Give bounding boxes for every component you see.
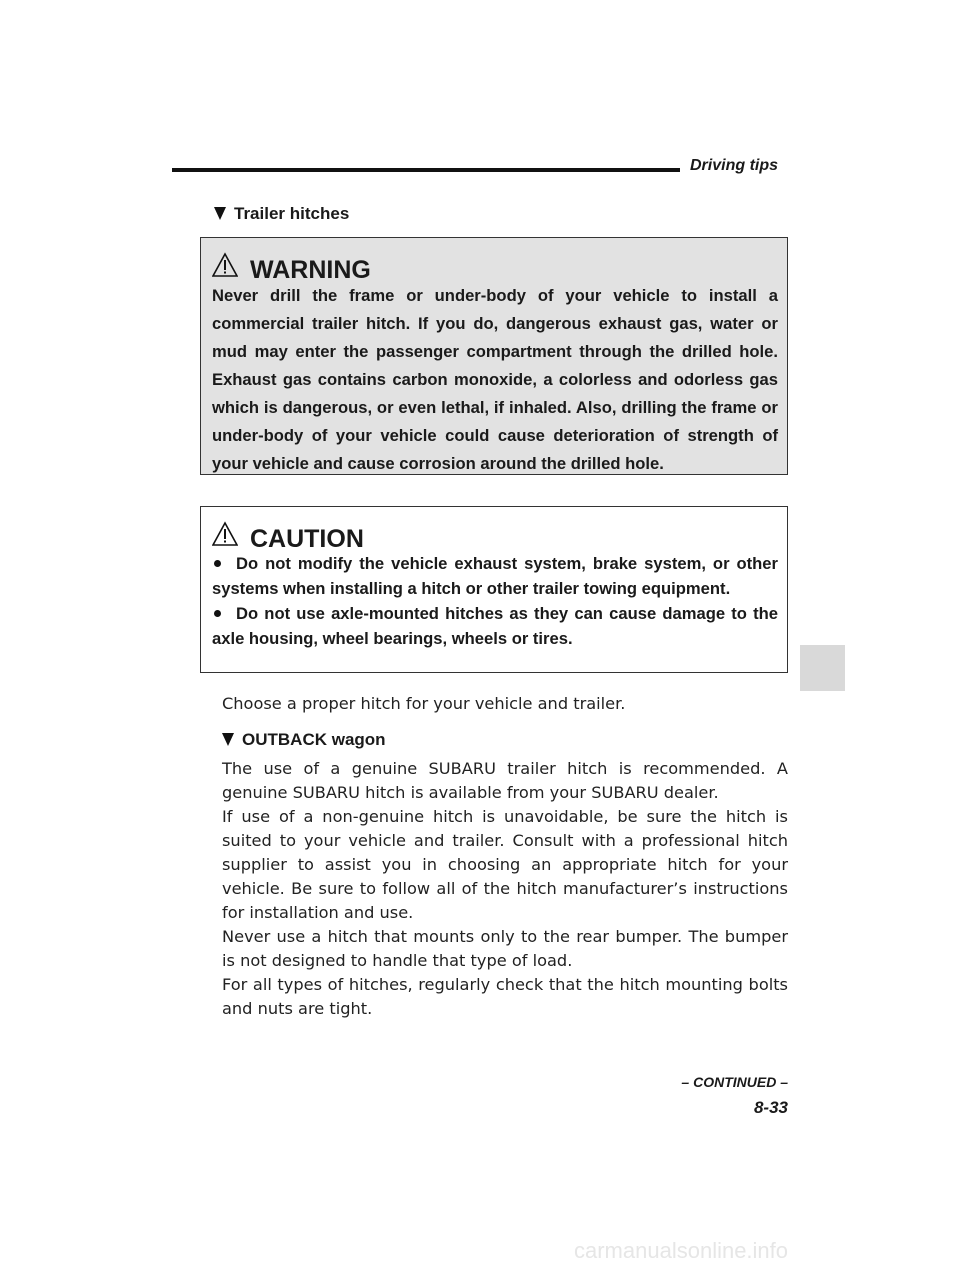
continued-label: – CONTINUED – bbox=[681, 1074, 788, 1090]
body-paragraph: The use of a genuine SUBARU trailer hitch is recommended. A genuine SUBARU hitch is available from your SUBARU dealer. bbox=[222, 759, 788, 802]
bullet-icon bbox=[214, 560, 221, 567]
watermark-text: carmanualsonline.info bbox=[574, 1238, 789, 1263]
outback-body bbox=[222, 757, 788, 1021]
bullet-icon bbox=[214, 610, 221, 617]
caution-title: CAUTION bbox=[250, 525, 364, 553]
warning-title: WARNING bbox=[250, 256, 371, 284]
body-paragraph: Never use a hitch that mounts only to the rear bumper. The bumper is not designed to handle that type of load. bbox=[222, 927, 788, 970]
warning-triangle-icon bbox=[212, 252, 238, 278]
caution-item-text: Do not use axle-mounted hitches as they can cause damage to the axle housing, wheel bearings, wheels or tires. bbox=[212, 604, 778, 648]
page-number: 8-33 bbox=[753, 1098, 788, 1117]
caution-triangle-icon bbox=[212, 521, 238, 547]
section-heading-label: OUTBACK wagon bbox=[242, 730, 386, 749]
triangle-marker-icon bbox=[214, 207, 226, 220]
warning-text: Never drill the frame or under-body of your vehicle to install a commercial trailer hitch. If you do, dangerous exhaust gas, water or mud may enter the passenger compartment through the drilled hole. Exhaust gas contains carbon monoxide, a colorless and odorless gas which is dangerous, or even lethal, if inhaled. Also, drilling the frame or under-body of your vehicle could cause deterioration of strength of your vehicle and cause corrosion around the drilled hole. bbox=[212, 286, 778, 473]
section-heading-label: Trailer hitches bbox=[234, 204, 350, 223]
caution-item bbox=[212, 551, 778, 601]
running-header: Driving tips bbox=[690, 157, 779, 174]
section-heading-outback-wagon bbox=[222, 730, 386, 750]
triangle-marker-icon bbox=[222, 733, 234, 746]
warning-box bbox=[200, 237, 788, 475]
chapter-tab bbox=[800, 645, 845, 691]
intro-paragraph bbox=[222, 692, 788, 716]
header-rule bbox=[172, 168, 680, 172]
section-heading-trailer-hitches bbox=[214, 204, 349, 224]
caution-item bbox=[212, 601, 778, 651]
warning-header bbox=[212, 248, 778, 284]
caution-header bbox=[212, 517, 778, 553]
caution-box bbox=[200, 506, 788, 673]
body-paragraph: If use of a non-genuine hitch is unavoidable, be sure the hitch is suited to your vehicle and trailer. Consult with a professional hitch supplier to assist you in choosing an appropriate hitch for your vehicle. Be sure to follow all of the hitch manufacturer’s instructions for installation and use. bbox=[222, 807, 788, 922]
caution-item-text: Do not modify the vehicle exhaust system, brake system, or other systems when installing a hitch or other trailer towing equipment. bbox=[212, 554, 778, 598]
intro-text: Choose a proper hitch for your vehicle and trailer. bbox=[222, 694, 626, 713]
body-paragraph: For all types of hitches, regularly check that the hitch mounting bolts and nuts are tight. bbox=[222, 975, 788, 1018]
